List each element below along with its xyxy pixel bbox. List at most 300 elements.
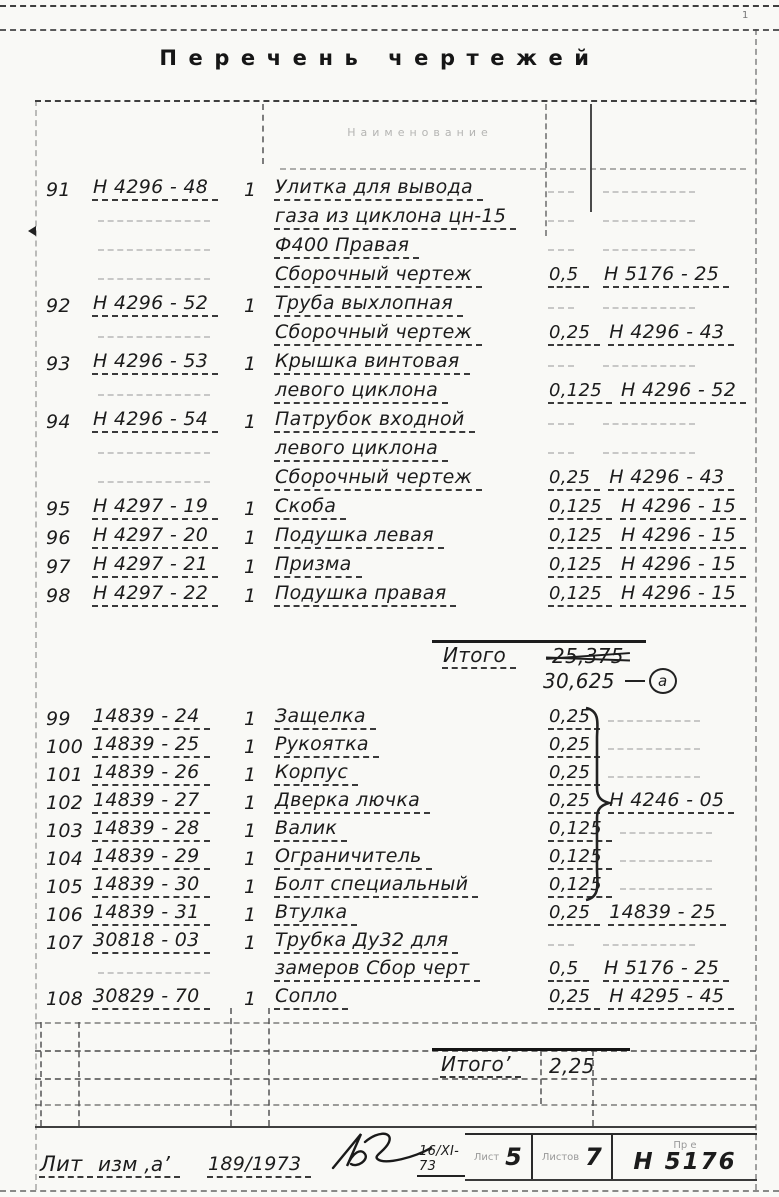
frame-top-line <box>0 29 779 31</box>
row-scale <box>542 296 595 317</box>
row-qty <box>234 179 270 201</box>
row-name <box>270 761 542 786</box>
row-name-text: Улитка для вывода <box>274 178 483 201</box>
ruled-dashes <box>603 942 695 946</box>
row-qty-text: 1 <box>244 932 257 954</box>
grand-total-value: 2,25 <box>549 1054 595 1078</box>
row-code <box>88 985 234 1010</box>
row-ref <box>600 764 750 786</box>
ruled-dashes <box>548 421 574 425</box>
row-num <box>38 708 88 730</box>
row-name <box>270 205 542 230</box>
row-code <box>88 733 234 758</box>
ruled-dashes <box>603 450 695 454</box>
row-num-text: 97 <box>46 556 71 578</box>
row-code-text: 14839 - 24 <box>92 707 210 730</box>
row-code-text: 14839 - 26 <box>92 763 210 786</box>
row-name-text: Рукоятка <box>274 735 379 758</box>
row-code-text: 30829 - 70 <box>92 987 210 1010</box>
row-name-text: Труба выхлопная <box>274 294 463 317</box>
document-number-label: Пр е <box>673 1140 697 1151</box>
row-name <box>270 437 542 462</box>
ruled-dashes <box>98 218 210 222</box>
row-scale-text: 0,25 <box>548 792 600 814</box>
row-ref <box>595 295 750 317</box>
row-name <box>270 705 542 730</box>
row-ref-text: Н 4296 - 15 <box>620 526 746 549</box>
sheet-cell <box>465 1135 531 1179</box>
row-num <box>38 848 88 870</box>
row-qty-text: 1 <box>244 848 257 870</box>
sheet-label: Лист <box>473 1151 500 1163</box>
ruled-dashes <box>98 334 210 338</box>
table-row-line <box>38 578 750 607</box>
row-scale <box>542 322 600 346</box>
row-name <box>270 350 542 375</box>
row-name-text: Трубка Ду32 для <box>274 931 458 954</box>
ruled-dashes <box>98 450 210 454</box>
grid-v-line <box>268 1008 270 1126</box>
row-qty-text: 1 <box>244 736 257 758</box>
row-name <box>270 929 542 954</box>
row-num-text: 92 <box>46 295 71 317</box>
row-name-text: Корпус <box>274 763 358 786</box>
row-code-text: Н 4296 - 54 <box>92 410 218 433</box>
page-title: Перечень чертежей <box>159 46 601 70</box>
row-name-text: Защелка <box>274 707 376 730</box>
ruled-dashes <box>620 886 712 890</box>
row-ref-text: Н 5176 - 25 <box>603 959 729 982</box>
row-name <box>270 733 542 758</box>
row-ref <box>595 932 750 954</box>
row-qty-text: 1 <box>244 295 257 317</box>
revision-izm: изм ,а’ <box>97 1154 180 1178</box>
ruled-dashes <box>98 479 210 483</box>
row-code-text: Н 4297 - 21 <box>92 555 218 578</box>
row-num-text: 98 <box>46 585 71 607</box>
row-name-text: левого циклона <box>274 381 448 404</box>
row-num-text: 100 <box>46 736 84 758</box>
margin-mark <box>28 226 36 236</box>
grand-total-rule <box>432 1048 630 1051</box>
row-scale <box>542 238 595 259</box>
row-qty-text: 1 <box>244 585 257 607</box>
row-ref <box>600 321 750 346</box>
table-row-line <box>38 954 750 982</box>
row-scale <box>542 525 612 549</box>
row-num-text: 94 <box>46 411 71 433</box>
ruled-dashes <box>548 363 574 367</box>
ruled-dashes <box>98 276 210 280</box>
row-scale-text: 0,125 <box>548 848 612 870</box>
document-number: Н 5176 <box>633 1149 737 1175</box>
grid-v-line <box>40 1022 42 1126</box>
drawing-list-section-2 <box>38 702 750 1010</box>
page-corner-mark: 1 <box>742 10 749 21</box>
row-code <box>88 817 234 842</box>
ruled-dashes <box>603 421 695 425</box>
row-qty-text: 1 <box>244 820 257 842</box>
revision-number: 189/1973 <box>207 1155 311 1178</box>
title-block <box>35 1128 757 1190</box>
table-row-line <box>38 462 750 491</box>
row-code <box>88 929 234 954</box>
ruled-dashes <box>548 247 574 251</box>
row-name <box>270 789 542 814</box>
row-code <box>88 901 234 926</box>
row-name-text: Скоба <box>274 497 346 520</box>
row-scale <box>542 441 595 462</box>
row-scale <box>542 264 595 288</box>
table-row-line <box>38 520 750 549</box>
row-code <box>88 469 234 491</box>
row-qty <box>234 764 270 786</box>
ruled-dashes <box>548 942 574 946</box>
row-num-text: 99 <box>46 708 71 730</box>
table-row-line <box>38 898 750 926</box>
grid-line <box>35 1022 756 1024</box>
row-num-text: 106 <box>46 904 84 926</box>
table-row-line <box>38 926 750 954</box>
row-name <box>270 901 542 926</box>
row-code <box>88 324 234 346</box>
row-ref-text: Н 5176 - 25 <box>603 265 729 288</box>
grid-v-line <box>230 1008 232 1126</box>
row-code <box>88 873 234 898</box>
row-name <box>270 845 542 870</box>
row-qty <box>234 295 270 317</box>
row-qty <box>234 792 270 814</box>
table-row-line <box>38 870 750 898</box>
row-code-text: 14839 - 31 <box>92 903 210 926</box>
subtotal-value: 30,625 <box>543 669 615 693</box>
row-num <box>38 527 88 549</box>
ruled-dashes <box>608 718 700 722</box>
row-qty-text: 1 <box>244 556 257 578</box>
row-scale-text: 0,25 <box>548 988 600 1010</box>
row-code <box>88 176 234 201</box>
row-name <box>270 524 542 549</box>
row-qty <box>234 736 270 758</box>
row-ref <box>595 353 750 375</box>
row-qty-text: 1 <box>244 904 257 926</box>
row-scale-text: 0,125 <box>548 382 612 404</box>
row-qty-text: 1 <box>244 527 257 549</box>
table-row-line <box>38 288 750 317</box>
row-scale <box>542 933 595 954</box>
row-ref <box>612 495 750 520</box>
row-name <box>270 379 542 404</box>
row-ref <box>600 985 750 1010</box>
row-name-text: Подушка левая <box>274 526 444 549</box>
row-scale <box>542 958 595 982</box>
row-code-text: Н 4297 - 22 <box>92 584 218 607</box>
row-code-text: 14839 - 29 <box>92 847 210 870</box>
top-edge-line <box>0 5 779 7</box>
grid-v-line <box>78 1022 80 1126</box>
row-ref <box>595 957 750 982</box>
row-name-text: Призма <box>274 555 362 578</box>
sheets-value: 7 <box>585 1143 603 1171</box>
row-ref <box>612 524 750 549</box>
row-num <box>38 932 88 954</box>
ruled-dashes <box>98 392 210 396</box>
ruled-dashes <box>98 970 210 974</box>
row-code <box>88 408 234 433</box>
ruled-dashes <box>608 746 700 750</box>
row-code-text: Н 4297 - 19 <box>92 497 218 520</box>
row-name <box>270 176 542 201</box>
row-qty <box>234 820 270 842</box>
row-ref <box>612 553 750 578</box>
row-scale-text: 0,25 <box>548 324 600 346</box>
row-name-text: замеров Сбор черт <box>274 959 480 982</box>
row-qty <box>234 353 270 375</box>
table-row-line <box>38 375 750 404</box>
table-row-line <box>38 404 750 433</box>
row-name-text: Ф400 Правая <box>274 236 419 259</box>
row-code <box>88 705 234 730</box>
row-qty <box>234 904 270 926</box>
row-name <box>270 495 542 520</box>
row-ref <box>600 901 750 926</box>
row-num <box>38 988 88 1010</box>
frame-right-border <box>755 29 757 1190</box>
column-header-name: Наименование <box>347 126 493 139</box>
grand-total-label: Итого’ <box>440 1054 521 1078</box>
row-ref-text: Н 4295 - 45 <box>608 987 734 1010</box>
row-ref <box>600 736 750 758</box>
row-name-text: Болт специальный <box>274 875 478 898</box>
table-top-line <box>35 100 756 102</box>
row-code <box>88 208 234 230</box>
row-ref <box>612 820 750 842</box>
row-code-text: Н 4296 - 53 <box>92 352 218 375</box>
ruled-dashes <box>548 305 574 309</box>
row-name-text: газа из циклона цн-15 <box>274 207 516 230</box>
row-num-text: 91 <box>46 179 71 201</box>
row-ref <box>595 411 750 433</box>
title-block-revision <box>35 1128 465 1190</box>
table-row-line <box>38 758 750 786</box>
row-qty <box>234 708 270 730</box>
row-scale-text: 0,5 <box>548 960 589 982</box>
row-qty <box>234 848 270 870</box>
row-num <box>38 736 88 758</box>
row-scale <box>542 583 612 607</box>
grid-v-line <box>540 1050 542 1104</box>
row-qty-text: 1 <box>244 764 257 786</box>
table-row-line <box>38 317 750 346</box>
grid-line <box>35 1104 756 1106</box>
row-name-text: Подушка правая <box>274 584 456 607</box>
table-row-line <box>38 702 750 730</box>
row-name <box>270 582 542 607</box>
row-num-text: 95 <box>46 498 71 520</box>
row-name-text: Сборочный чертеж <box>274 468 482 491</box>
row-name-text: Дверка лючка <box>274 791 430 814</box>
row-ref <box>595 179 750 201</box>
row-num-text: 103 <box>46 820 84 842</box>
row-ref-text: Н 4296 - 15 <box>620 555 746 578</box>
row-name <box>270 553 542 578</box>
row-code-text: 14839 - 28 <box>92 819 210 842</box>
row-ref-text: Н 4296 - 43 <box>608 323 734 346</box>
sheet-value: 5 <box>505 1143 523 1171</box>
row-num <box>38 792 88 814</box>
table-row-line <box>38 730 750 758</box>
row-code-text: 30818 - 03 <box>92 931 210 954</box>
row-name-text: Сопло <box>274 987 348 1010</box>
row-ref <box>600 466 750 491</box>
row-ref <box>612 848 750 870</box>
row-scale-text: 0,125 <box>548 527 612 549</box>
row-num-text: 105 <box>46 876 84 898</box>
row-scale <box>542 180 595 201</box>
table-row-line <box>38 982 750 1010</box>
table-row-line <box>38 433 750 462</box>
row-code-text: 14839 - 30 <box>92 875 210 898</box>
row-scale-text: 0,25 <box>548 764 600 786</box>
row-qty-text: 1 <box>244 179 257 201</box>
row-qty-text: 1 <box>244 988 257 1010</box>
row-num-text: 107 <box>46 932 84 954</box>
row-name <box>270 817 542 842</box>
header-divider-qty <box>262 104 264 164</box>
row-scale-text: 0,125 <box>548 556 612 578</box>
row-qty <box>234 988 270 1010</box>
row-name <box>270 263 542 288</box>
row-name <box>270 408 542 433</box>
row-name <box>270 234 542 259</box>
row-num <box>38 820 88 842</box>
row-qty <box>234 932 270 954</box>
annotation-dash <box>625 680 645 682</box>
row-num <box>38 904 88 926</box>
row-code <box>88 382 234 404</box>
row-num <box>38 556 88 578</box>
row-scale-text: 0,25 <box>548 904 600 926</box>
row-scale-text: 0,125 <box>548 498 612 520</box>
row-scale <box>542 380 612 404</box>
row-ref-text: 14839 - 25 <box>608 903 726 926</box>
ruled-dashes <box>603 363 695 367</box>
row-scale <box>542 986 600 1010</box>
row-code <box>88 350 234 375</box>
title-block-sheet-info <box>465 1133 757 1181</box>
row-name-text: Валик <box>274 819 347 842</box>
row-scale <box>542 467 600 491</box>
row-scale-text: 0,25 <box>548 708 600 730</box>
row-qty <box>234 527 270 549</box>
row-num-text: 104 <box>46 848 84 870</box>
row-ref <box>595 263 750 288</box>
table-row-line <box>38 230 750 259</box>
ruled-dashes <box>620 858 712 862</box>
annotation-circle: а <box>649 668 677 694</box>
row-ref <box>600 708 750 730</box>
row-code <box>88 553 234 578</box>
grid-line <box>35 1050 756 1052</box>
row-scale-text: 0,125 <box>548 585 612 607</box>
group-brace <box>583 704 613 904</box>
ruled-dashes <box>620 830 712 834</box>
row-qty <box>234 876 270 898</box>
drawing-list-section-1 <box>38 172 750 607</box>
row-scale <box>542 554 612 578</box>
row-ref-text: Н 4296 - 15 <box>620 497 746 520</box>
table-row-line <box>38 814 750 842</box>
row-scale-text: 0,25 <box>548 736 600 758</box>
row-qty-text: 1 <box>244 353 257 375</box>
row-scale <box>542 902 600 926</box>
row-code <box>88 237 234 259</box>
row-qty <box>234 498 270 520</box>
row-code <box>88 789 234 814</box>
row-num <box>38 179 88 201</box>
row-num-text: 102 <box>46 792 84 814</box>
row-name-text: Ограничитель <box>274 847 432 870</box>
row-num <box>38 585 88 607</box>
subtotal-crossed-value: 25,375 <box>549 644 627 668</box>
row-num-text: 101 <box>46 764 84 786</box>
ruled-dashes <box>98 247 210 251</box>
row-ref <box>612 379 750 404</box>
row-num <box>38 353 88 375</box>
table-row-line <box>38 842 750 870</box>
row-ref <box>595 440 750 462</box>
row-name <box>270 985 542 1010</box>
row-ref-text: Н 4246 - 05 <box>608 791 734 814</box>
row-scale-text: 0,25 <box>548 469 600 491</box>
row-ref-text: Н 4296 - 52 <box>620 381 746 404</box>
row-name <box>270 292 542 317</box>
row-name-text: Крышка винтовая <box>274 352 470 375</box>
row-scale-text: 0,5 <box>548 266 589 288</box>
row-num <box>38 295 88 317</box>
row-qty <box>234 411 270 433</box>
row-num-text: 108 <box>46 988 84 1010</box>
row-scale <box>542 209 595 230</box>
page-bottom-line <box>0 1190 779 1192</box>
row-code-text: 14839 - 25 <box>92 735 210 758</box>
subtotal-row <box>0 634 779 700</box>
revision-date: 16/XI-73 <box>417 1144 465 1177</box>
row-qty-text: 1 <box>244 792 257 814</box>
table-row-line <box>38 786 750 814</box>
revision-lit: Лит <box>39 1153 93 1178</box>
row-scale <box>542 496 612 520</box>
ruled-dashes <box>608 774 700 778</box>
ruled-dashes <box>603 218 695 222</box>
row-code-text: Н 4296 - 52 <box>92 294 218 317</box>
table-row-line <box>38 201 750 230</box>
ruled-dashes <box>548 189 574 193</box>
row-ref-text: Н 4296 - 43 <box>608 468 734 491</box>
row-ref <box>612 876 750 898</box>
table-row-line <box>38 346 750 375</box>
row-num <box>38 876 88 898</box>
row-code <box>88 845 234 870</box>
row-name-text: Сборочный чертеж <box>274 323 482 346</box>
header-bottom-dashes <box>280 168 746 170</box>
ruled-dashes <box>603 247 695 251</box>
row-name-text: Сборочный чертеж <box>274 265 482 288</box>
row-ref-text: Н 4296 - 15 <box>620 584 746 607</box>
row-scale <box>542 354 595 375</box>
row-ref <box>595 208 750 230</box>
row-name <box>270 873 542 898</box>
